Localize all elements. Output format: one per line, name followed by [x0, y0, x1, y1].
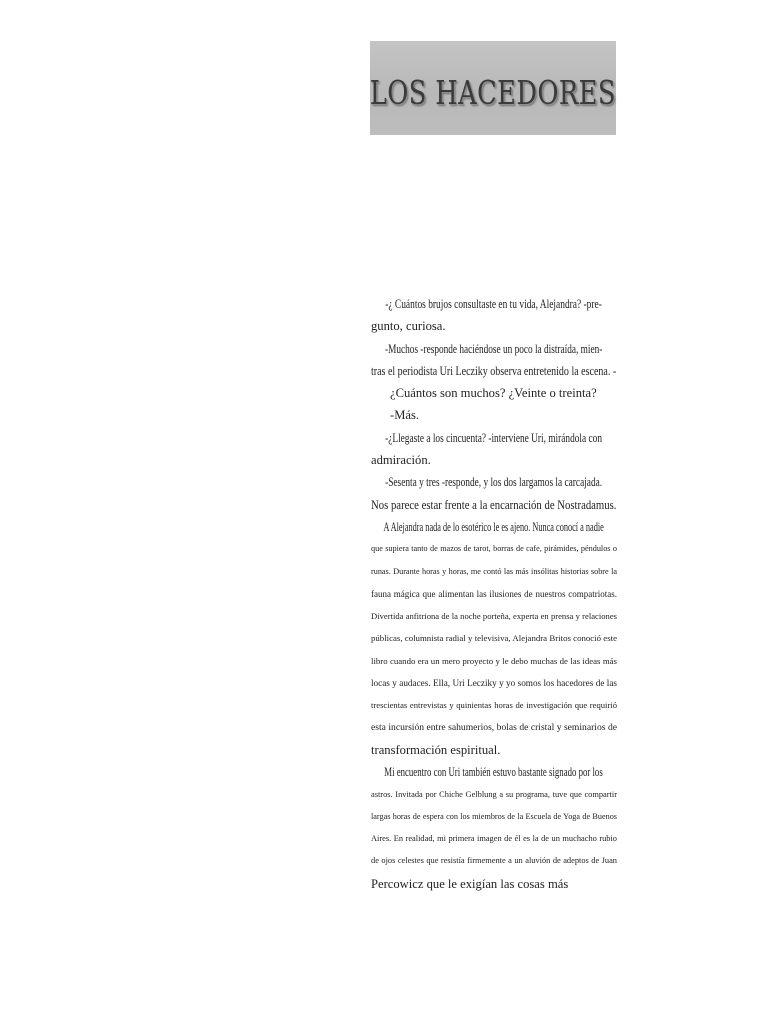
text-line: trescientas entrevistas y quinientas horas de investigación que requirió [371, 700, 617, 711]
text-line: -Sesenta y tres -responde, y los dos largamos la carcajada. [385, 475, 603, 490]
text-line: Percowicz que le exigían las cosas más [371, 876, 569, 891]
text-line: fauna mágica que alimentan las ilusiones de nuestros compatriotas. [371, 588, 617, 599]
text-line: públicas, columnista radial y televisiva, Alejandra Britos conoció este [371, 633, 617, 644]
text-line: esta incursión entre sahumerios, bolas de cristal y seminarios de [371, 721, 617, 733]
text-line: locas y audaces. Ella, Uri Lecziky y yo somos los hacedores de las [371, 678, 617, 689]
chapter-title: LOS HACEDORES [369, 72, 617, 112]
text-line: libro cuando era un mero proyecto y le debo muchas de las ideas más [371, 655, 617, 666]
text-line: ¿Cuántos son muchos? ¿Veinte o treinta? [390, 386, 597, 401]
text-line: Mi encuentro con Uri también estuvo bastante signado por los [384, 765, 603, 780]
chapter-title-banner [370, 41, 616, 135]
text-line: -Más. [390, 408, 420, 423]
text-line: Aires. En realidad, mi primera imagen de él es la de un muchacho rubio [371, 834, 617, 844]
text-line: que supiera tanto de mazos de tarot, borras de cafe, pirámides, péndulos o [371, 544, 617, 554]
text-line: admiración. [371, 453, 431, 468]
text-line: largas horas de espera con los miembros de la Escuela de Yoga de Buenos [371, 811, 617, 821]
text-line: -¿Llegaste a los cincuenta? -interviene Uri, mirándola con [385, 430, 603, 445]
text-line: astros. Invitada por Chiche Gelblung a su programa, tuve que compartir [371, 789, 617, 799]
text-line: -Muchos -responde haciéndose un poco la distraída, mien- [385, 341, 603, 356]
text-line: gunto, curiosa. [371, 319, 446, 334]
text-line: Nos parece estar frente a la encarnación de Nostradamus. [371, 497, 617, 512]
text-line: A Alejandra nada de lo esotérico le es ajeno. Nunca conocí a nadie [383, 519, 604, 534]
text-line: runas. Durante horas y horas, me contó las más insólitas historias sobre la [371, 566, 617, 576]
text-line: -¿ Cuántos brujos consultaste en tu vida, Alejandra? -pre- [385, 297, 602, 311]
text-line: tras el periodista Uri Lecziky observa entretenido la escena. - [371, 363, 617, 378]
body-text [371, 293, 617, 895]
text-line: de ojos celestes que resistía firmemente a un aluvión de adeptos de Juan [371, 856, 617, 866]
text-line: Divertida anfitriona de la noche porteña, experta en prensa y relaciones [371, 611, 617, 622]
text-line: transformación espiritual. [371, 742, 501, 757]
